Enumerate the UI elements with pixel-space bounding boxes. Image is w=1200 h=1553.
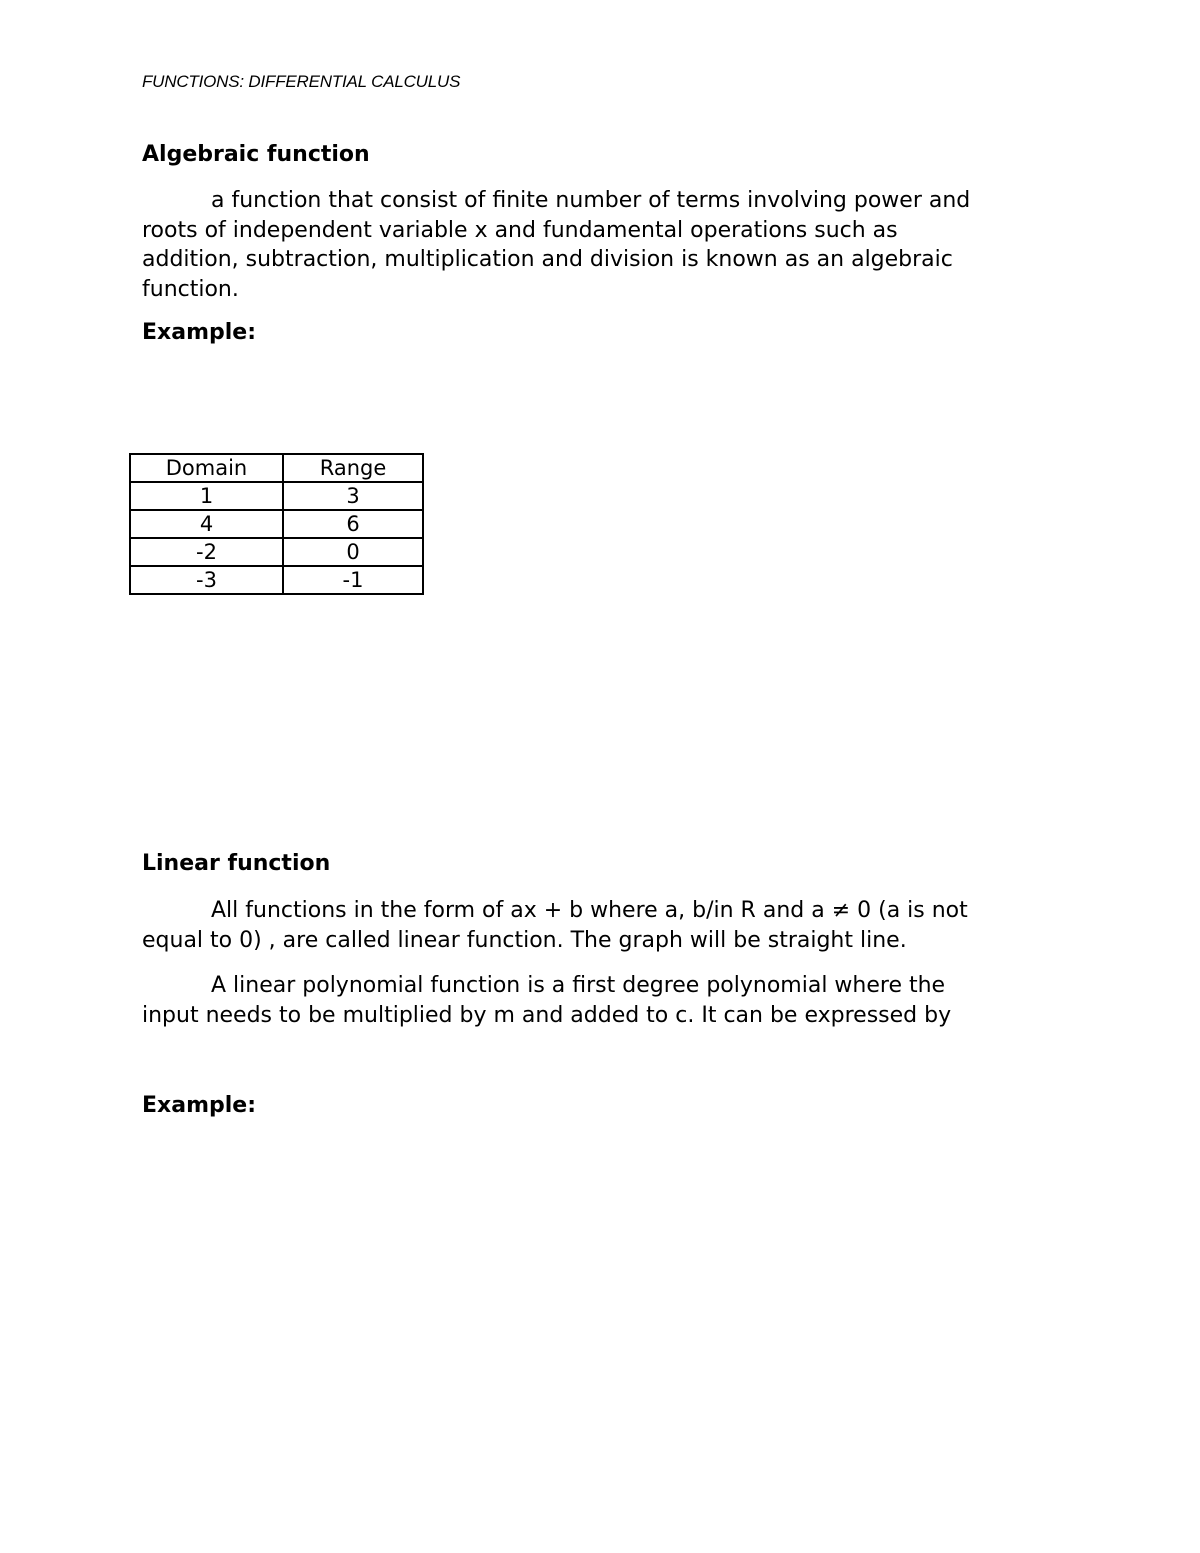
definition-line: All functions in the form of ax + b where a, b/in R and a ≠ 0 (a is not xyxy=(211,898,968,923)
page-header: FUNCTIONS: DIFFERENTIAL CALCULUS xyxy=(142,72,461,91)
domain-cell: 4 xyxy=(130,510,283,538)
algebraic-function-definition xyxy=(142,186,1042,304)
table-row xyxy=(130,510,423,538)
table-header-row xyxy=(130,454,423,482)
linear-function-heading: Linear function xyxy=(142,851,331,876)
table-row xyxy=(130,538,423,566)
definition-line: function. xyxy=(142,276,239,302)
definition-line: equal to 0) , are called linear function. The graph will be straight line. xyxy=(142,927,907,953)
domain-cell: -3 xyxy=(130,566,283,594)
definition-line: roots of independent variable x and fundamental operations such as xyxy=(142,217,898,243)
definition-line: addition, subtraction, multiplication and division is known as an algebraic xyxy=(142,247,953,272)
domain-cell: -2 xyxy=(130,538,283,566)
algebraic-function-heading: Algebraic function xyxy=(142,142,370,167)
range-cell: 3 xyxy=(283,482,423,510)
range-cell: -1 xyxy=(283,566,423,594)
linear-example-label: Example: xyxy=(142,1093,256,1118)
table-row xyxy=(130,482,423,510)
domain-cell: 1 xyxy=(130,482,283,510)
description-line: A linear polynomial function is a first degree polynomial where the xyxy=(211,973,946,998)
description-line: input needs to be multiplied by m and added to c. It can be expressed by xyxy=(142,1002,952,1028)
domain-range-table xyxy=(129,453,424,595)
domain-column-header: Domain xyxy=(130,454,283,482)
range-cell: 0 xyxy=(283,538,423,566)
table-row xyxy=(130,566,423,594)
linear-polynomial-description xyxy=(142,971,1042,1030)
algebraic-example-label: Example: xyxy=(142,320,256,345)
definition-line: a function that consist of finite number of terms involving power and xyxy=(211,188,971,213)
linear-function-definition xyxy=(142,896,1042,955)
range-cell: 6 xyxy=(283,510,423,538)
range-column-header: Range xyxy=(283,454,423,482)
